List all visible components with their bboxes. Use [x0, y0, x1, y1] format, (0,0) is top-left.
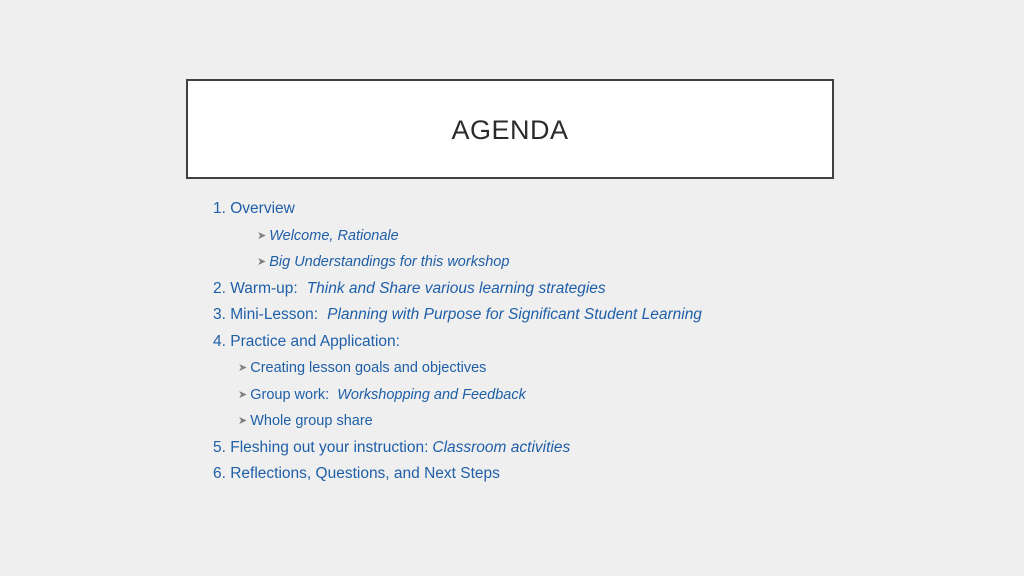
agenda-subitem-big-understandings: [213, 249, 913, 276]
agenda-subitem-label: Creating lesson goals and objectives: [250, 360, 487, 376]
agenda-item-warmup: [213, 276, 913, 303]
agenda-item-label: 5. Fleshing out your instruction:: [213, 438, 429, 456]
agenda-item-label: 2. Warm-up:: [213, 279, 298, 297]
agenda-item-practice: [213, 329, 913, 356]
arrow-bullet-icon: ➤: [257, 256, 267, 268]
agenda-list: [213, 196, 913, 488]
agenda-item-detail: Classroom activities: [432, 438, 571, 456]
agenda-item-detail: Planning with Purpose for Significant Student Learning: [327, 306, 702, 323]
agenda-subitem-welcome: [213, 223, 913, 250]
agenda-subitem-label: Welcome, Rationale: [269, 227, 399, 244]
agenda-subitem-label: Whole group share: [250, 413, 373, 429]
agenda-item-label: 4. Practice and Application:: [213, 332, 400, 350]
agenda-subitem-whole-group: [213, 408, 913, 435]
agenda-subitem-detail: Workshopping and Feedback: [337, 386, 526, 403]
agenda-subitem-label: Big Understandings for this workshop: [269, 254, 510, 270]
arrow-bullet-icon: ➤: [238, 388, 248, 401]
arrow-bullet-icon: ➤: [238, 362, 248, 374]
slide-title: AGENDA: [451, 114, 569, 145]
agenda-item-detail: Think and Share various learning strategies: [306, 279, 606, 297]
arrow-bullet-icon: ➤: [238, 415, 248, 427]
agenda-item-overview: [213, 196, 913, 223]
agenda-item-reflections: [213, 461, 913, 488]
agenda-subitem-creating-goals: [213, 355, 913, 382]
agenda-item-label: 6. Reflections, Questions, and Next Steps: [213, 465, 500, 482]
title-box: [186, 79, 834, 179]
agenda-item-fleshing-out: [213, 435, 913, 462]
arrow-bullet-icon: ➤: [257, 229, 267, 242]
agenda-subitem-label: Group work:: [250, 386, 330, 403]
agenda-item-mini-lesson: [213, 302, 913, 329]
agenda-item-label: 1. Overview: [213, 200, 295, 217]
agenda-subitem-group-work: [213, 382, 913, 409]
agenda-item-label: 3. Mini-Lesson:: [213, 306, 319, 323]
